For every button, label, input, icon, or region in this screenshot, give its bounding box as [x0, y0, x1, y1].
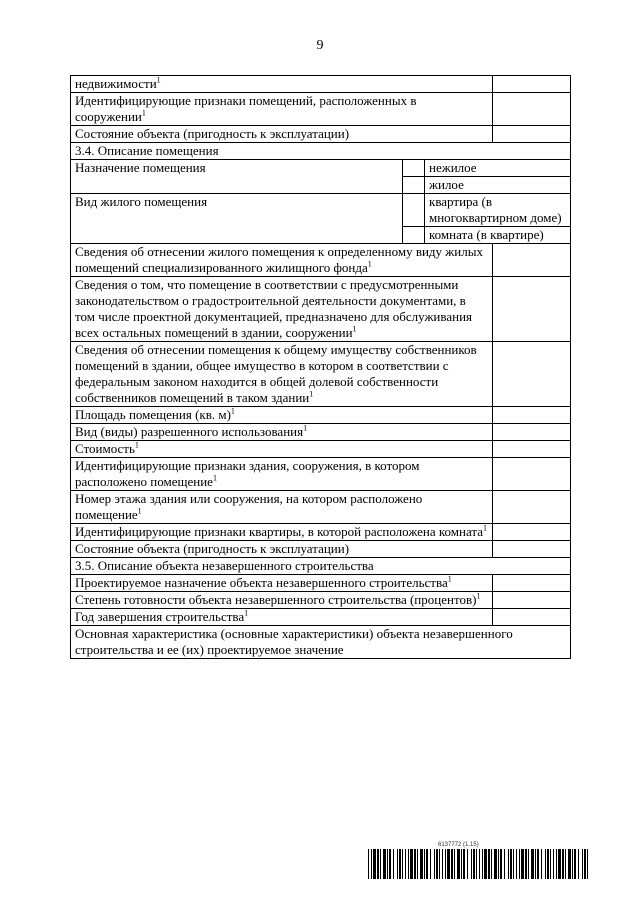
value-cell[interactable]: [493, 458, 571, 491]
table-row: [71, 491, 571, 524]
value-cell[interactable]: [493, 342, 571, 407]
checkbox-cell[interactable]: [403, 177, 425, 194]
table-row: [71, 126, 571, 143]
value-cell[interactable]: [493, 524, 571, 541]
barcode-icon: [368, 849, 590, 879]
table-row: [71, 160, 571, 177]
table-row: [71, 194, 571, 227]
page-number: 9: [316, 38, 324, 53]
table-row: [71, 244, 571, 277]
table-row: [71, 458, 571, 491]
value-cell[interactable]: [493, 126, 571, 143]
form-table: [70, 75, 571, 659]
value-cell[interactable]: [493, 491, 571, 524]
section-row: [71, 558, 571, 575]
section-heading: 3.4. Описание помещения: [71, 143, 571, 160]
value-cell[interactable]: [493, 592, 571, 609]
field-label: Идентифицирующие признаки здания, сооружения, в котором расположено помещение$^1$: [71, 458, 493, 491]
field-label: Степень готовности объекта незавершенного строительства (процентов)$^1$: [71, 592, 493, 609]
value-cell[interactable]: [493, 609, 571, 626]
field-label: Идентифицирующие признаки помещений, расположенных в сооружении$^1$: [71, 93, 493, 126]
value-cell[interactable]: [493, 541, 571, 558]
checkbox-cell[interactable]: [403, 160, 425, 177]
field-label: недвижимости$^1$: [71, 76, 493, 93]
table-row: [71, 93, 571, 126]
table-row: [71, 609, 571, 626]
table-row: [71, 342, 571, 407]
choice-option: квартира (в многоквартирном доме): [425, 194, 571, 227]
table-row: [71, 592, 571, 609]
value-cell[interactable]: [493, 424, 571, 441]
field-label: Площадь помещения (кв. м)$^1$: [71, 407, 493, 424]
table-row: [71, 407, 571, 424]
table-row: [71, 524, 571, 541]
table-row: [71, 575, 571, 592]
field-label: Номер этажа здания или сооружения, на котором расположено помещение$^1$: [71, 491, 493, 524]
table-row: [71, 424, 571, 441]
value-cell[interactable]: [493, 277, 571, 342]
value-cell[interactable]: [493, 244, 571, 277]
table-row: [71, 277, 571, 342]
checkbox-cell[interactable]: [403, 227, 425, 244]
field-label: Проектируемое назначение объекта незавершенного строительства$^1$: [71, 575, 493, 592]
table-row: [71, 541, 571, 558]
field-label: Состояние объекта (пригодность к эксплуатации): [71, 541, 493, 558]
value-cell[interactable]: [493, 407, 571, 424]
table-row: [71, 76, 571, 93]
choice-label: Вид жилого помещения: [71, 194, 403, 244]
value-cell[interactable]: [493, 76, 571, 93]
field-label: Основная характеристика (основные характеристики) объекта незавершенного строительства и ее (их) проектируемое значение: [71, 626, 571, 659]
choice-option: нежилое: [425, 160, 571, 177]
field-label: Стоимость$^1$: [71, 441, 493, 458]
choice-label: Назначение помещения: [71, 160, 403, 194]
barcode-number: 6137772 (1.15): [438, 842, 479, 848]
value-cell[interactable]: [493, 441, 571, 458]
checkbox-cell[interactable]: [403, 194, 425, 227]
field-label: Сведения о том, что помещение в соответствии с предусмотренными законодательством о градостроительной деятельности документами, в том числе проектной документацией, предназначено для обслуживания всех остальных помещений в здании, сооружении$^1$: [71, 277, 493, 342]
section-heading: 3.5. Описание объекта незавершенного строительства: [71, 558, 571, 575]
field-label: Сведения об отнесении жилого помещения к определенному виду жилых помещений специализированного жилищного фонда$^1$: [71, 244, 493, 277]
value-cell[interactable]: [493, 93, 571, 126]
field-label: Год завершения строительства$^1$: [71, 609, 493, 626]
field-label: Идентифицирующие признаки квартиры, в которой расположена комната$^1$: [71, 524, 493, 541]
value-cell[interactable]: [493, 575, 571, 592]
choice-option: жилое: [425, 177, 571, 194]
table-row: [71, 626, 571, 659]
section-row: [71, 143, 571, 160]
field-label: Состояние объекта (пригодность к эксплуатации): [71, 126, 493, 143]
choice-option: комната (в квартире): [425, 227, 571, 244]
table-row: [71, 441, 571, 458]
field-label: Вид (виды) разрешенного использования$^1$: [71, 424, 493, 441]
field-label: Сведения об отнесении помещения к общему имуществу собственников помещений в здании, общее имущество в котором в соответствии с федеральным законом находится в общей долевой собственности собственников помещений в таком здании$^1$: [71, 342, 493, 407]
